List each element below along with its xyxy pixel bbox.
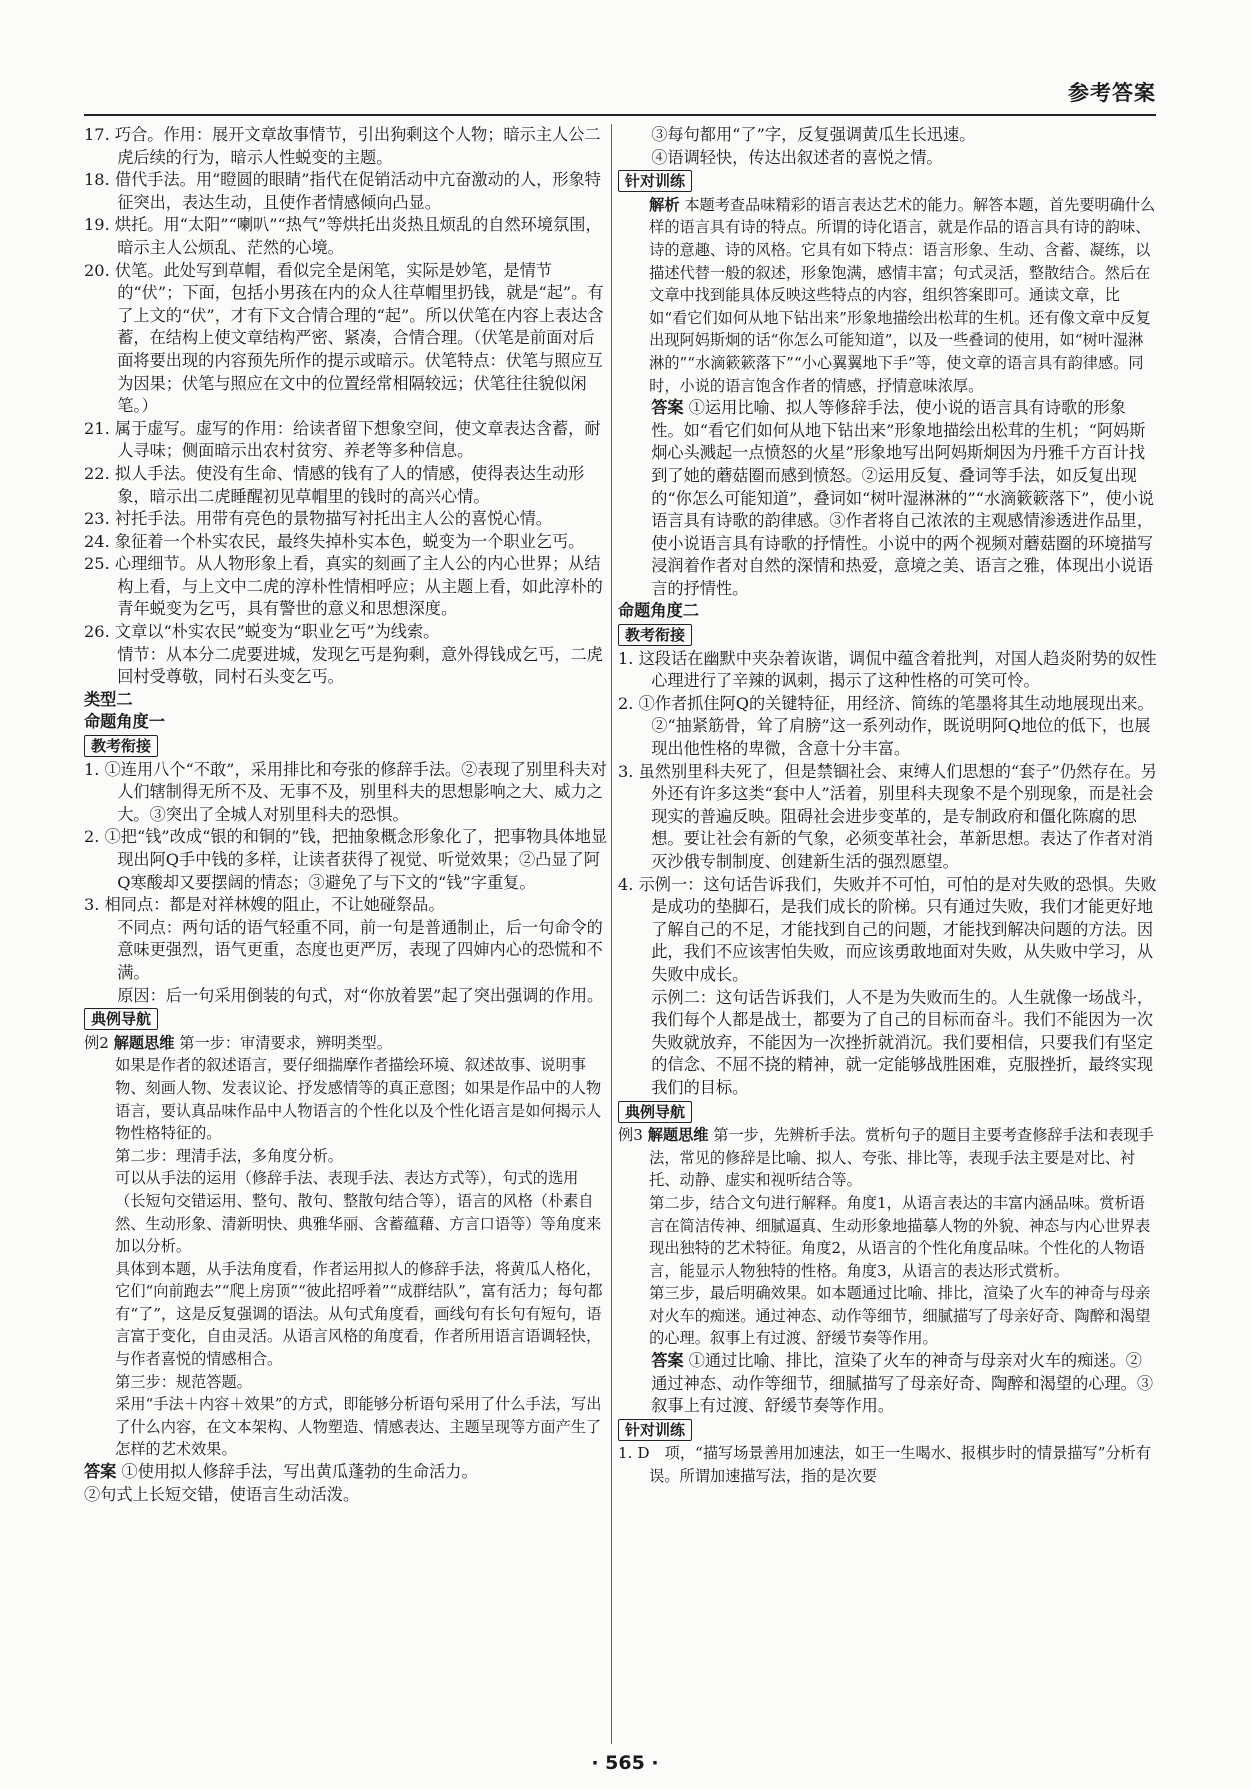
example-2-answer-4: ④语调轻快，传达出叙述者的喜悦之情。 [651,147,943,167]
example-2-step1 [84,1032,608,1055]
jiaokao-item-3: 3. 相同点：都是对祥林嫂的阻止，不让她碰祭品。 [84,895,445,915]
example-2-para4: 采用“手法＋内容＋效果”的方式，即能够分析语句采用了什么手法，写出了什么内容，在文本架构、人物塑造、情感表达、主题呈现等方面产生了怎样的艺术效果。 [115,1395,602,1459]
example-thinking-head: 解题思维 [113,1033,175,1052]
example-2-answer [84,1461,608,1484]
jiaokao-item-3-diff: 不同点：两句话的语气轻重不同，前一句是普通制止，后一句命令的意味更强烈，语气更重，态度也更严厉，表现了四婶内心的恐慌和不满。 [117,917,603,982]
example-2-para3: 具体到本题，从手法角度看，作者运用拟人的修辞手法，将黄瓜人格化，它们“向前跑去”“爬上房顶”“彼此招呼着”“成群结队”，富有活力；每句都有“了”，这是反复强调的语法。从句式角度看，画线句有长句有短句，语言富于变化，自由灵活。从语言风格的角度看，作者所用语言语调轻快，与作者喜悦的情感相合。 [115,1259,603,1369]
example-label: 例3 [618,1126,643,1145]
jiaokao2-item-4: 4. 示例一：这句话告诉我们，失败并不可怕，可怕的是对失败的恐惧。失败是成功的垫脚石，是我们成长的阶梯。只有通过失败，我们才能更好地了解自己的不足，才能找到自己的问题，才能找到解决问题的方法。因此，我们不应该害怕失败，而应该勇敢地面对失败，从失败中学习，从失败中成长。 [618,874,1157,984]
example-2-step2: 第二步：理清手法，多角度分析。 [115,1146,343,1165]
tag-label: 针对训练 [618,1419,692,1441]
column-divider [611,124,612,1744]
example-2-step3: 第三步：规范答题。 [115,1372,252,1391]
training2-item-1: 1. D 项，“描写场景善用加速法，如王一生喝水、报棋步时的情景描写”分析有误。所谓加速描写法，指的是次要 [618,1444,1152,1486]
example-3-step1 [618,1124,1158,1192]
example-label: 例2 [84,1033,109,1052]
answer-label: 答案 [84,1462,117,1482]
answer-text: ①使用拟人修辞手法，写出黄瓜蓬勃的生命活力。 [121,1462,478,1482]
section-angle1: 命题角度一 [84,712,165,732]
answer-item-24: 24. 象征着一个朴实农民，最终失掉朴实本色，蜕变为一个职业乞丐。 [84,531,585,551]
example-2-para2: 可以从手法的运用（修辞手法、表现手法、表达方式等），句式的选用（长短句交错运用、整句、散句、整散句结合等），语言的风格（朴素自然、生动形象、清新明快、典雅华丽、含蓄蕴藉、方言口语等）等角度来加以分析。 [115,1169,602,1256]
answer-text: ①运用比喻、拟人等修辞手法，使小说的语言具有诗歌的形象性。如“看它们如何从地下钻出来”形象地描绘出松茸的生机；“阿妈斯炯心头溅起一点愤怒的火星”形象地写出阿妈斯炯因为丹雅千方百计找到了她的蘑菇圈而感到愤怒。②运用反复、叠词等手法，如反复出现的“你怎么可能知道”，叠词如“树叶湿淋淋的”“水滴簌簌落下”，使小说语言具有诗歌的韵律感。③作者将自己浓浓的主观感情渗透进作品里，使小说语言具有诗歌的抒情性。小说中的两个视频对蘑菇圈的环境描写浸润着作者对自然的深情和热爱，意境之美、语言之雅，体现出小说语言的抒情性。 [651,398,1155,598]
example-step: 第一步：审清要求，辨明类型。 [179,1033,392,1052]
tag-dianli-left [84,1008,608,1031]
jiaokao-item-2: 2. ①把“钱”改成“银的和铜的”钱，把抽象概念形象化了，把事物具体地显现出阿Q手中钱的多样，让读者获得了视觉、听觉效果；②凸显了阿Q寒酸却又要摆阔的情态；③避免了与下文的“钱”字重复。 [84,827,608,892]
answer-item-21: 21. 属于虚写。虚写的作用：给读者留下想象空间，使文章表达含蓄，耐人寻味；侧面暗示出农村贫穷、养老等多种信息。 [84,418,601,461]
tag-label: 针对训练 [618,170,692,192]
answer-text: ①通过比喻、排比，渲染了火车的神奇与母亲对火车的痴迷。②通过神态、动作等细节，细腻描写了母亲好奇、陶醉和渴望的心理。③叙事上有过渡、舒缓节奏等作用。 [651,1351,1154,1416]
example-2-answer-2: ②句式上长短交错，使语言生动活泼。 [84,1484,360,1504]
answer-item-26-detail: 情节：从本分二虎要进城，发现乞丐是狗剩，意外得钱成乞丐，二虎回村受尊敬，同村石头变乞丐。 [117,644,603,687]
tag-label: 典例导航 [84,1008,158,1030]
header-rule [84,114,1156,116]
answer-item-23: 23. 衬托手法。用带有亮色的景物描写衬托出主人公的喜悦心情。 [84,509,552,529]
answer-label: 答案 [651,398,684,418]
left-column [84,124,608,1506]
answer-item-20: 20. 伏笔。此处写到草帽，看似完全是闲笔，实际是妙笔，是情节的“伏”；下面，包括小男孩在内的众人往草帽里扔钱，就是“起”。有了上文的“伏”，才有下文合情合理的“起”。所以伏笔在内容上表达含蓄，在结构上使文章结构严密、紧凑，合情合理。（伏笔是前面对后面将要出现的内容预先所作的提示或暗示。伏笔特点：伏笔与照应互为因果；伏笔与照应在文中的位置经常相隔较远；伏笔往往貌似闲笔。） [84,260,604,416]
section-angle2: 命题角度二 [618,601,699,621]
right-column [618,124,1158,1488]
answer-item-18: 18. 借代手法。用“瞪圆的眼睛”指代在促销活动中亢奋激动的人，形象特征突出，表达生动，且使作者情感倾向凸显。 [84,170,601,212]
training-analysis [618,194,1158,397]
example-2-para1: 如果是作者的叙述语言，要仔细揣摩作者描绘环境、叙述故事、说明事物、刻画人物、发表议论、抒发感情等的真正意图；如果是作品中的人物语言，要认真品味作品中人物语言的个性化以及个性化语言是如何揭示人物性格特征的。 [115,1056,602,1143]
tag-label: 典例导航 [618,1101,692,1123]
page-number: · 565 · [591,1752,659,1774]
example-3-step3: 第三步，最后明确效果。如本题通过比喻、排比，渲染了火车的神奇与母亲对火车的痴迷。通过神态、动作等细节，细腻描写了母亲好奇、陶醉和渴望的心理。叙事上有过渡、舒缓节奏等作用。 [649,1284,1151,1348]
jiaokao-item-1: 1. ①连用八个“不敢”，采用排比和夸张的修辞手法。②表现了别里科夫对人们辖制得无所不及、无事不及，别里科夫的思想影响之大、威力之大。③突出了全城人对别里科夫的恐惧。 [84,759,607,824]
training-answer [618,397,1158,600]
jiaokao2-item-2: 2. ①作者抓住阿Q的关键特征，用经济、简练的笔墨将其生动地展现出来。②“抽紧筋骨，耸了肩膀”这一系列动作，既说明阿Q地位的低下，也展现出他性格的卑微，含意十分丰富。 [618,693,1154,759]
tag-jiaokao-left [84,735,608,758]
jiaokao-item-3-reason: 原因：后一句采用倒装的句式，对“你放着罢”起了突出强调的作用。 [117,985,604,1005]
jiaokao2-item-3: 3. 虽然别里科夫死了，但是禁锢社会、束缚人们思想的“套子”仍然存在。另外还有许多这类“套中人”活着，别里科夫现象不是个别现象，而是社会现实的普遍反映。阻碍社会进步变革的，是专制政府和僵化陈腐的思想。要让社会有新的气象，必须变革社会，革新思想。表达了作者对消灭沙俄专制制度、创建新生活的强烈愿望。 [618,761,1157,871]
answer-label: 答案 [651,1351,684,1371]
jiaokao2-item-1: 1. 这段话在幽默中夹杂着诙谐，调侃中蕴含着批判，对国人趋炎附势的奴性心理进行了辛辣的讽刺，揭示了这种性格的可笑可怜。 [618,648,1157,691]
tag-jiaokao-right [618,624,1158,647]
tag-zhendui-2 [618,1419,1158,1442]
tag-label: 教考衔接 [618,624,692,646]
tag-zhendui [618,170,1158,193]
jiaokao2-item-4-example2: 示例二：这句话告诉我们，人不是为失败而生的。人生就像一场战斗，我们每个人都是战士，都要为了自己的目标而奋斗。我们不能因为一次失败就放弃，不能因为一次挫折就消沉。我们要相信，只要我们有坚定的信念、不屈不挠的精神，就一定能够战胜困难，克服挫折，最终实现我们的目标。 [651,987,1154,1097]
example-step: 第一步，先辨析手法。赏析句子的题目主要考查修辞手法和表现手法，常见的修辞是比喻、拟人、夸张、排比等，表现手法主要是对比、衬托、动静、虚实和视听结合等。 [649,1126,1154,1190]
example-3-answer [618,1350,1158,1418]
example-2-answer-3: ③每句都用“了”字，反复强调黄瓜生长迅速。 [651,125,976,144]
answer-item-26: 26. 文章以“朴实农民”蜕变为“职业乞丐”为线索。 [84,622,440,642]
example-thinking-head: 解题思维 [647,1126,709,1145]
tag-label: 教考衔接 [84,735,158,757]
answer-item-22: 22. 拟人手法。使没有生命、情感的钱有了人的情感，使得表达生动形象，暗示出二虎睡醒初见草帽里的钱时的高兴心情。 [84,463,585,506]
answer-item-17: 17. 巧合。作用：展开文章故事情节，引出狗剩这个人物；暗示主人公二虎后续的行为，暗示人性蜕变的主题。 [84,125,601,167]
example-3-step2: 第二步，结合文句进行解释。角度1，从语言表达的丰富内涵品味。赏析语言在简洁传神、细腻逼真、生动形象地描摹人物的外貌、神态与内心世界表现出独特的艺术特征。角度2，从语言的个性化角度品味。个性化的人物语言，能显示人物独特的性格。角度3，从语言的表达形式赏析。 [649,1193,1151,1280]
answer-item-19: 19. 烘托。用“太阳”“喇叭”“热气”等烘托出炎热且烦乱的自然环境氛围，暗示主人公烦乱、茫然的心境。 [84,215,602,257]
header-title: 参考答案 [1068,81,1156,105]
section-type2: 类型二 [84,689,133,709]
tag-dianli-right [618,1101,1158,1124]
analysis-text: 本题考查品味精彩的语言表达艺术的能力。解答本题，首先要明确什么样的语言具有诗的特点。所谓的诗化语言，就是作品的语言具有诗的韵味、诗的意趣、诗的风格。它具有如下特点：语言形象、生动、含蓄、凝练，以描述代替一般的叙述，形象饱满，感情丰富；句式灵活，整散结合。然后在文章中找到能具体反映这些特点的内容，组织答案即可。通读文章，比如“看它们如何从地下钻出来”形象地描绘出松茸的生机。还有像文章中反复出现阿妈斯炯的话“你怎么可能知道”，以及一些叠词的使用，如“树叶湿淋淋的”“水滴簌簌落下”“小心翼翼地下手”等，使文章的语言具有韵律感。同时，小说的语言饱含作者的情感，抒情意味浓厚。 [649,195,1156,395]
answer-item-25: 25. 心理细节。从人物形象上看，真实的刻画了主人公的内心世界；从结构上看，与上文中二虎的淳朴性情相呼应；从主题上看，如此淳朴的青年蜕变为乞丐，具有警世的意义和思想深度。 [84,554,603,619]
analysis-label: 解析 [649,195,680,214]
